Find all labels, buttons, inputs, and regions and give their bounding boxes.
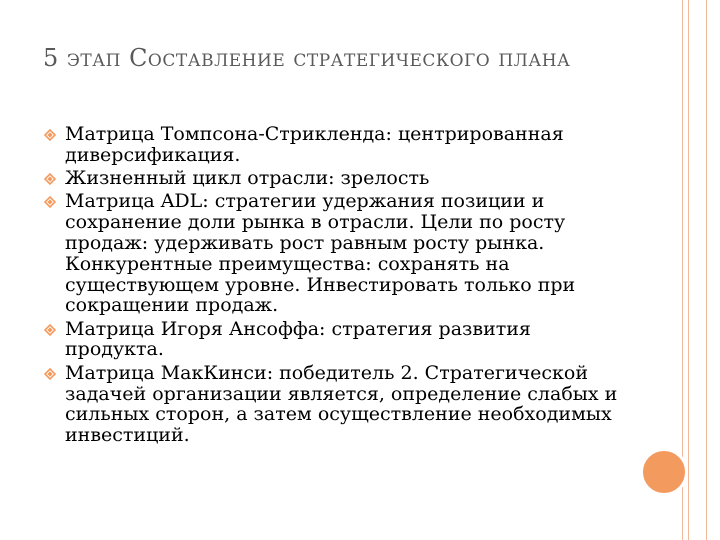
bullet-icon bbox=[44, 196, 56, 208]
bullet-item bbox=[44, 124, 624, 166]
bullet-item bbox=[44, 319, 624, 361]
bullet-text: Жизненный цикл отрасли: зрелость bbox=[65, 167, 430, 190]
bullet-item bbox=[44, 363, 624, 446]
bullet-item bbox=[44, 168, 624, 189]
bullet-icon bbox=[44, 324, 56, 336]
bullet-text: Матрица Томпсона-Стрикленда: центрированная диверсификация. bbox=[65, 123, 564, 166]
bullet-text: Матрица Игоря Ансоффа: стратегия развития продукта. bbox=[65, 317, 531, 361]
frame-line bbox=[688, 0, 689, 540]
slide-title: 5 этап Составление стратегического плана bbox=[43, 44, 571, 72]
bullet-text: Матрица ADL: стратегии удержания позиции и сохранение доли рынка в отрасли. Цели по росту продаж: удерживать рост равным росту рынка. Конкурентные преимущества: сохранять на существующем уровне. Инвестировать только при сокращении продаж. bbox=[65, 190, 576, 317]
bullet-icon bbox=[44, 173, 56, 185]
frame-line bbox=[706, 0, 707, 540]
bullet-icon bbox=[44, 129, 56, 141]
bullet-list bbox=[44, 124, 624, 448]
decorative-circle bbox=[640, 448, 688, 496]
bullet-item bbox=[44, 191, 624, 316]
bullet-icon bbox=[44, 368, 56, 380]
bullet-text: Матрица МакКинси: победитель 2. Стратегической задачей организации является, определение слабых и сильных сторон, а затем осуществление необходимых инвестиций. bbox=[65, 361, 618, 447]
